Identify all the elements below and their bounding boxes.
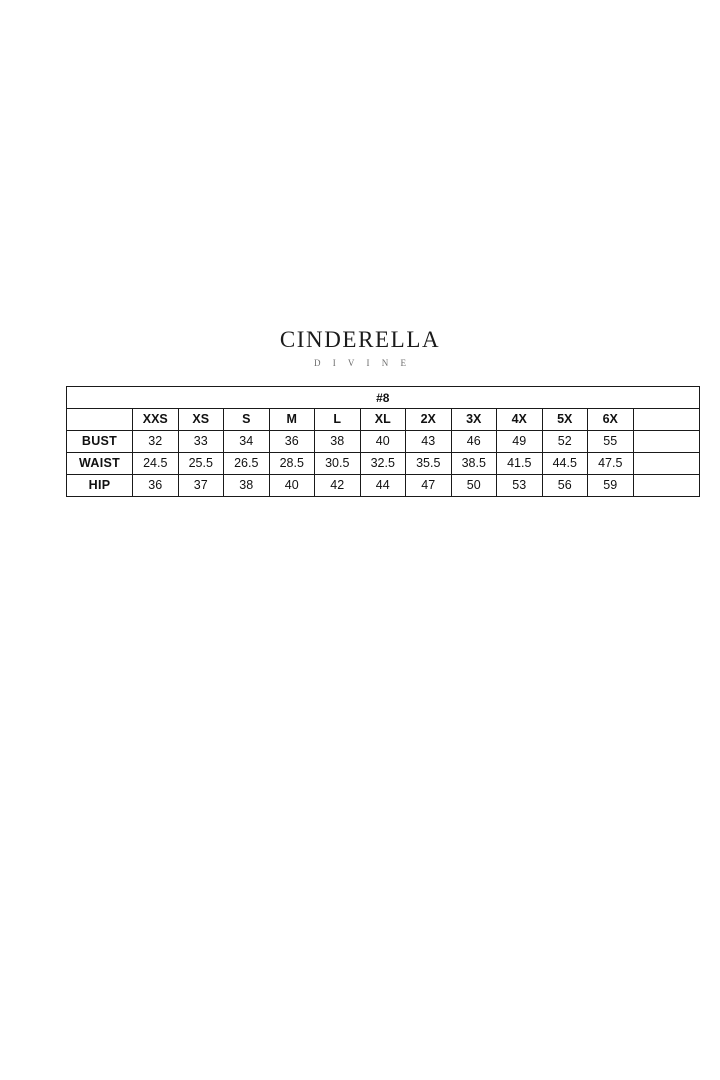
cell-waist-xs: 25.5: [178, 453, 224, 475]
size-chart-table: [66, 386, 700, 497]
cell-bust-l: 38: [315, 431, 361, 453]
style-code-cell: #8: [67, 387, 700, 409]
cell-bust-4x: 49: [497, 431, 543, 453]
cell-bust-3x: 46: [451, 431, 497, 453]
cell-bust-6x: 55: [588, 431, 634, 453]
row-label-hip: HIP: [67, 475, 133, 497]
row-label-bust: BUST: [67, 431, 133, 453]
cell-hip-l: 42: [315, 475, 361, 497]
size-header-3x: 3X: [451, 409, 497, 431]
cell-waist-m: 28.5: [269, 453, 315, 475]
row-label-waist: WAIST: [67, 453, 133, 475]
cell-bust-2x: 43: [406, 431, 452, 453]
size-header-xxs: XXS: [133, 409, 179, 431]
cell-hip-2x: 47: [406, 475, 452, 497]
header-tail-cell: [633, 409, 699, 431]
size-header-6x: 6X: [588, 409, 634, 431]
cell-hip-s: 38: [224, 475, 270, 497]
cell-bust-xs: 33: [178, 431, 224, 453]
row-tail-cell-waist: [633, 453, 699, 475]
cell-hip-6x: 59: [588, 475, 634, 497]
brand-subtitle: D I V I N E: [314, 358, 411, 369]
cell-hip-xl: 44: [360, 475, 406, 497]
cell-hip-3x: 50: [451, 475, 497, 497]
table-row-header: [67, 409, 700, 431]
size-header-m: M: [269, 409, 315, 431]
cell-waist-s: 26.5: [224, 453, 270, 475]
size-chart-container: [66, 386, 654, 497]
cell-waist-xl: 32.5: [360, 453, 406, 475]
size-header-2x: 2X: [406, 409, 452, 431]
size-header-5x: 5X: [542, 409, 588, 431]
cell-bust-5x: 52: [542, 431, 588, 453]
row-tail-cell-bust: [633, 431, 699, 453]
brand-block: [0, 328, 720, 368]
brand-name: CINDERELLA: [279, 327, 441, 352]
cell-waist-3x: 38.5: [451, 453, 497, 475]
cell-waist-4x: 41.5: [497, 453, 543, 475]
cell-hip-5x: 56: [542, 475, 588, 497]
cell-bust-xxs: 32: [133, 431, 179, 453]
cell-waist-2x: 35.5: [406, 453, 452, 475]
cell-hip-4x: 53: [497, 475, 543, 497]
row-tail-cell-hip: [633, 475, 699, 497]
cell-bust-xl: 40: [360, 431, 406, 453]
size-header-s: S: [224, 409, 270, 431]
cell-bust-s: 34: [224, 431, 270, 453]
table-row-style-code: [67, 387, 700, 409]
table-row: [67, 453, 700, 475]
size-header-l: L: [315, 409, 361, 431]
table-row: [67, 475, 700, 497]
header-corner-cell: [67, 409, 133, 431]
size-header-xs: XS: [178, 409, 224, 431]
size-header-4x: 4X: [497, 409, 543, 431]
cell-hip-xs: 37: [178, 475, 224, 497]
cell-waist-xxs: 24.5: [133, 453, 179, 475]
cell-waist-l: 30.5: [315, 453, 361, 475]
table-row: [67, 431, 700, 453]
cell-waist-5x: 44.5: [542, 453, 588, 475]
cell-hip-m: 40: [269, 475, 315, 497]
size-header-xl: XL: [360, 409, 406, 431]
cell-hip-xxs: 36: [133, 475, 179, 497]
cell-bust-m: 36: [269, 431, 315, 453]
cell-waist-6x: 47.5: [588, 453, 634, 475]
